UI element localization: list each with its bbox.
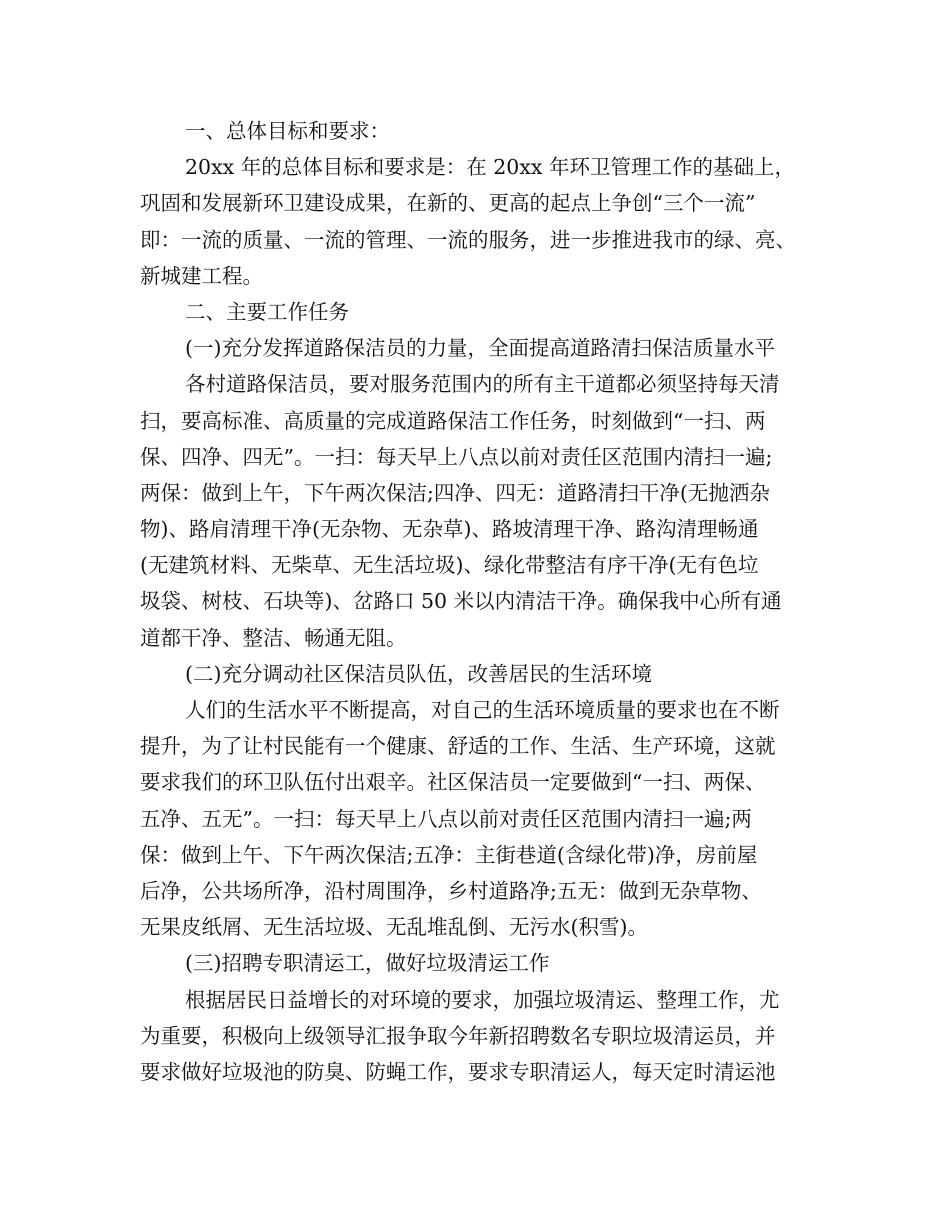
text-line: (二)充分调动社区保洁员队伍，改善居民的生活环境 <box>185 661 652 686</box>
text-line: 后净，公共场所净，沿村周围净，乡村道路净;五无：做到无杂草物、 <box>140 878 762 903</box>
text-line: 物)、路肩清理干净(无杂物、无杂草)、路坡清理干净、路沟清理畅通 <box>140 517 759 542</box>
text-line: 各村道路保洁员，要对服务范围内的所有主干道都必须坚持每天清 <box>185 372 780 397</box>
text-line: 保：做到上午、下午两次保洁;五净：主街巷道(含绿化带)净，房前屋 <box>140 842 758 867</box>
text-line: 即：一流的质量、一流的管理、一流的服务，进一步推进我市的绿、亮、 <box>140 227 796 252</box>
text-line: (三)招聘专职清运工，做好垃圾清运工作 <box>185 951 550 976</box>
text-line: (无建筑材料、无柴草、无生活垃圾)、绿化带整洁有序干净(无有色垃 <box>140 553 759 578</box>
text-line: (一)充分发挥道路保洁员的力量，全面提高道路清扫保洁质量水平 <box>185 336 775 361</box>
text-line: 要求做好垃圾池的防臭、防蝇工作，要求专职清运人，每天定时清运池 <box>140 1059 776 1084</box>
text-line: 20xx 年的总体目标和要求是：在 20xx 年环卫管理工作的基础上， <box>185 155 795 180</box>
text-line: 圾袋、树枝、石块等)、岔路口 50 米以内清洁干净。确保我中心所有通 <box>140 589 782 614</box>
text-line: 一、总体目标和要求： <box>185 119 390 143</box>
text-line: 人们的生活水平不断提高，对自己的生活环境质量的要求也在不断 <box>185 698 780 722</box>
text-line: 要求我们的环卫队伍付出艰辛。社区保洁员一定要做到“一扫、两保、 <box>140 770 766 795</box>
document-body <box>140 113 820 1090</box>
text-line: 新城建工程。 <box>140 263 263 288</box>
text-line: 道都干净、整洁、畅通无阻。 <box>140 625 407 650</box>
text-line: 为重要，积极向上级领导汇报争取今年新招聘数名专职垃圾清运员，并 <box>140 1023 776 1048</box>
text-line: 五净、五无”。一扫：每天早上八点以前对责任区范围内清扫一遍;两 <box>140 806 752 831</box>
text-line: 无果皮纸屑、无生活垃圾、无乱堆乱倒、无污水(积雪)。 <box>140 915 648 940</box>
text-line: 保、四净、四无”。一扫：每天早上八点以前对责任区范围内清扫一遍; <box>140 444 773 469</box>
text-line: 根据居民日益增长的对环境的要求，加强垃圾清运、整理工作，尤 <box>185 987 780 1012</box>
text-line: 两保：做到上午，下午两次保洁;四净、四无：道路清扫干净(无抛洒杂 <box>140 480 770 505</box>
text-line: 巩固和发展新环卫建设成果，在新的、更高的起点上争创“三个一流” <box>140 191 756 216</box>
text-line: 扫，要高标准、高质量的完成道路保洁工作任务，时刻做到“一扫、两 <box>140 408 766 433</box>
text-line: 二、主要工作任务 <box>185 299 349 324</box>
text-line: 提升，为了让村民能有一个健康、舒适的工作、生活、生产环境，这就 <box>140 734 776 759</box>
